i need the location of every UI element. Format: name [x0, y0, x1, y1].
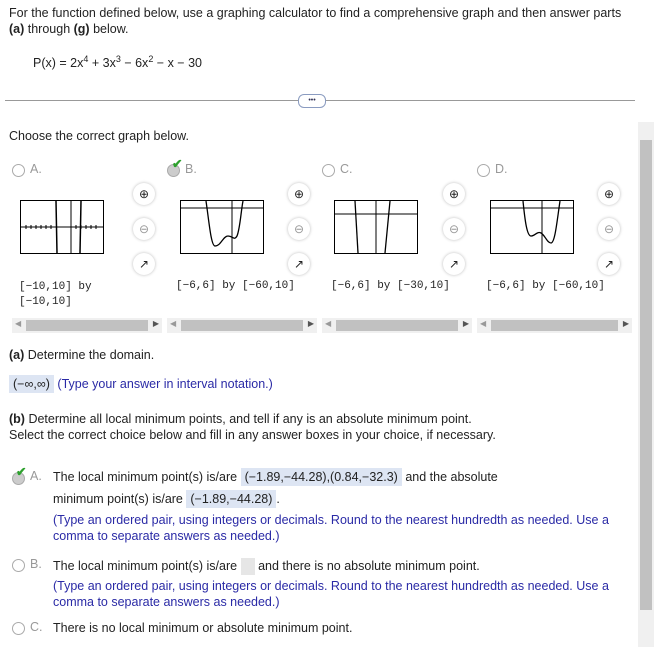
fn-part: − 6x [120, 56, 149, 71]
domain-answer-field[interactable]: (−∞,∞) [9, 375, 54, 393]
window-label: [−10,10] [19, 296, 72, 308]
option-letter: A. [30, 469, 42, 483]
option-letter: C. [30, 620, 43, 634]
radio-a[interactable] [12, 164, 25, 177]
instructions-line1: For the function defined below, use a graphing calculator to find a comprehensive graph and then answer parts [9, 6, 622, 20]
h-scrollbar[interactable]: ◀ ▶ [477, 318, 632, 333]
popout-icon[interactable]: ↗ [288, 253, 310, 275]
zoom-out-icon[interactable]: ⊖ [443, 218, 465, 240]
part-a-ref: (a) [9, 22, 25, 36]
graph-d [490, 200, 574, 254]
local-min-answer-field[interactable]: (−1.89,−44.28),(0.84,−32.3) [241, 468, 402, 486]
option-letter: D. [495, 162, 508, 176]
part-a-question [9, 348, 154, 362]
radio-choice-b[interactable] [12, 559, 25, 572]
graph-a [20, 200, 104, 254]
h-scrollbar[interactable]: ◀ ▶ [167, 318, 317, 333]
window-label: [−6,6] by [−60,10] [176, 280, 295, 292]
question-text: Determine the domain. [24, 348, 155, 362]
fn-part: + 3x [88, 56, 116, 71]
graph-c [334, 200, 418, 254]
window-label: [−10,10] by [19, 281, 92, 293]
zoom-out-icon[interactable]: ⊖ [598, 218, 620, 240]
expand-more-button[interactable]: ••• [298, 94, 326, 108]
popout-icon[interactable]: ↗ [443, 253, 465, 275]
fn-exp: 2 [148, 54, 154, 64]
zoom-out-icon[interactable]: ⊖ [288, 218, 310, 240]
choice-text: and there is no absolute minimum point. [258, 558, 480, 573]
zoom-in-icon[interactable]: ⊕ [133, 183, 155, 205]
zoom-out-icon[interactable]: ⊖ [133, 218, 155, 240]
popout-icon[interactable]: ↗ [598, 253, 620, 275]
fn-part: − x − 30 [153, 56, 202, 71]
abs-min-answer-field[interactable]: (−1.89,−44.28) [186, 490, 276, 508]
part-label: (a) [9, 348, 25, 362]
function-definition [33, 54, 202, 70]
choose-prompt: Choose the correct graph below. [9, 129, 189, 143]
period: . [276, 492, 280, 506]
instructions [9, 5, 649, 37]
local-min-answer-field[interactable] [241, 558, 255, 575]
choice-text: and the absolute [405, 470, 498, 484]
fn-exp: 3 [115, 54, 121, 64]
zoom-in-icon[interactable]: ⊕ [288, 183, 310, 205]
h-scrollbar[interactable]: ◀ ▶ [12, 318, 162, 333]
h-scrollbar[interactable]: ◀ ▶ [322, 318, 472, 333]
choice-text: minimum point(s) is/are [53, 492, 183, 506]
part-b-question [9, 411, 496, 443]
graph-b [180, 200, 264, 254]
instruction-text: Select the correct choice below and fill in any answer boxes in your choice, if necessary. [9, 428, 496, 442]
correct-check-icon: ✔ [16, 465, 27, 479]
choice-text: There is no local minimum or absolute minimum point. [53, 621, 353, 635]
correct-check-icon: ✔ [172, 157, 183, 171]
hint-text: (Type an ordered pair, using integers or decimals. Round to the nearest hundredth as needed. Use a comma to separate answers as needed.) [53, 579, 609, 609]
fn-part: P(x) = 2x [33, 56, 84, 71]
option-letter: A. [30, 162, 42, 176]
window-label: [−6,6] by [−60,10] [486, 280, 605, 292]
radio-c[interactable] [322, 164, 335, 177]
question-text: Determine all local minimum points, and tell if any is an absolute minimum point. [24, 412, 472, 426]
hint-text: (Type an ordered pair, using integers or decimals. Round to the nearest hundredth as needed. Use a comma to separate answers as needed.) [53, 513, 609, 543]
instr-text: through [24, 22, 74, 36]
popout-icon[interactable]: ↗ [133, 253, 155, 275]
hint-text: (Type your answer in interval notation.) [57, 377, 273, 391]
radio-d[interactable] [477, 164, 490, 177]
choice-text: The local minimum point(s) is/are [53, 558, 238, 573]
part-label: (b) [9, 412, 25, 426]
option-letter: B. [185, 162, 197, 176]
instr-text: below. [89, 22, 129, 36]
fn-exp: 4 [83, 54, 89, 64]
part-g-ref: (g) [73, 22, 90, 36]
zoom-in-icon[interactable]: ⊕ [443, 183, 465, 205]
v-scrollbar[interactable] [638, 122, 654, 647]
window-label: [−6,6] by [−30,10] [331, 280, 450, 292]
zoom-in-icon[interactable]: ⊕ [598, 183, 620, 205]
option-letter: B. [30, 557, 42, 571]
radio-choice-c[interactable] [12, 622, 25, 635]
choice-text: The local minimum point(s) is/are [53, 470, 238, 484]
option-letter: C. [340, 162, 353, 176]
